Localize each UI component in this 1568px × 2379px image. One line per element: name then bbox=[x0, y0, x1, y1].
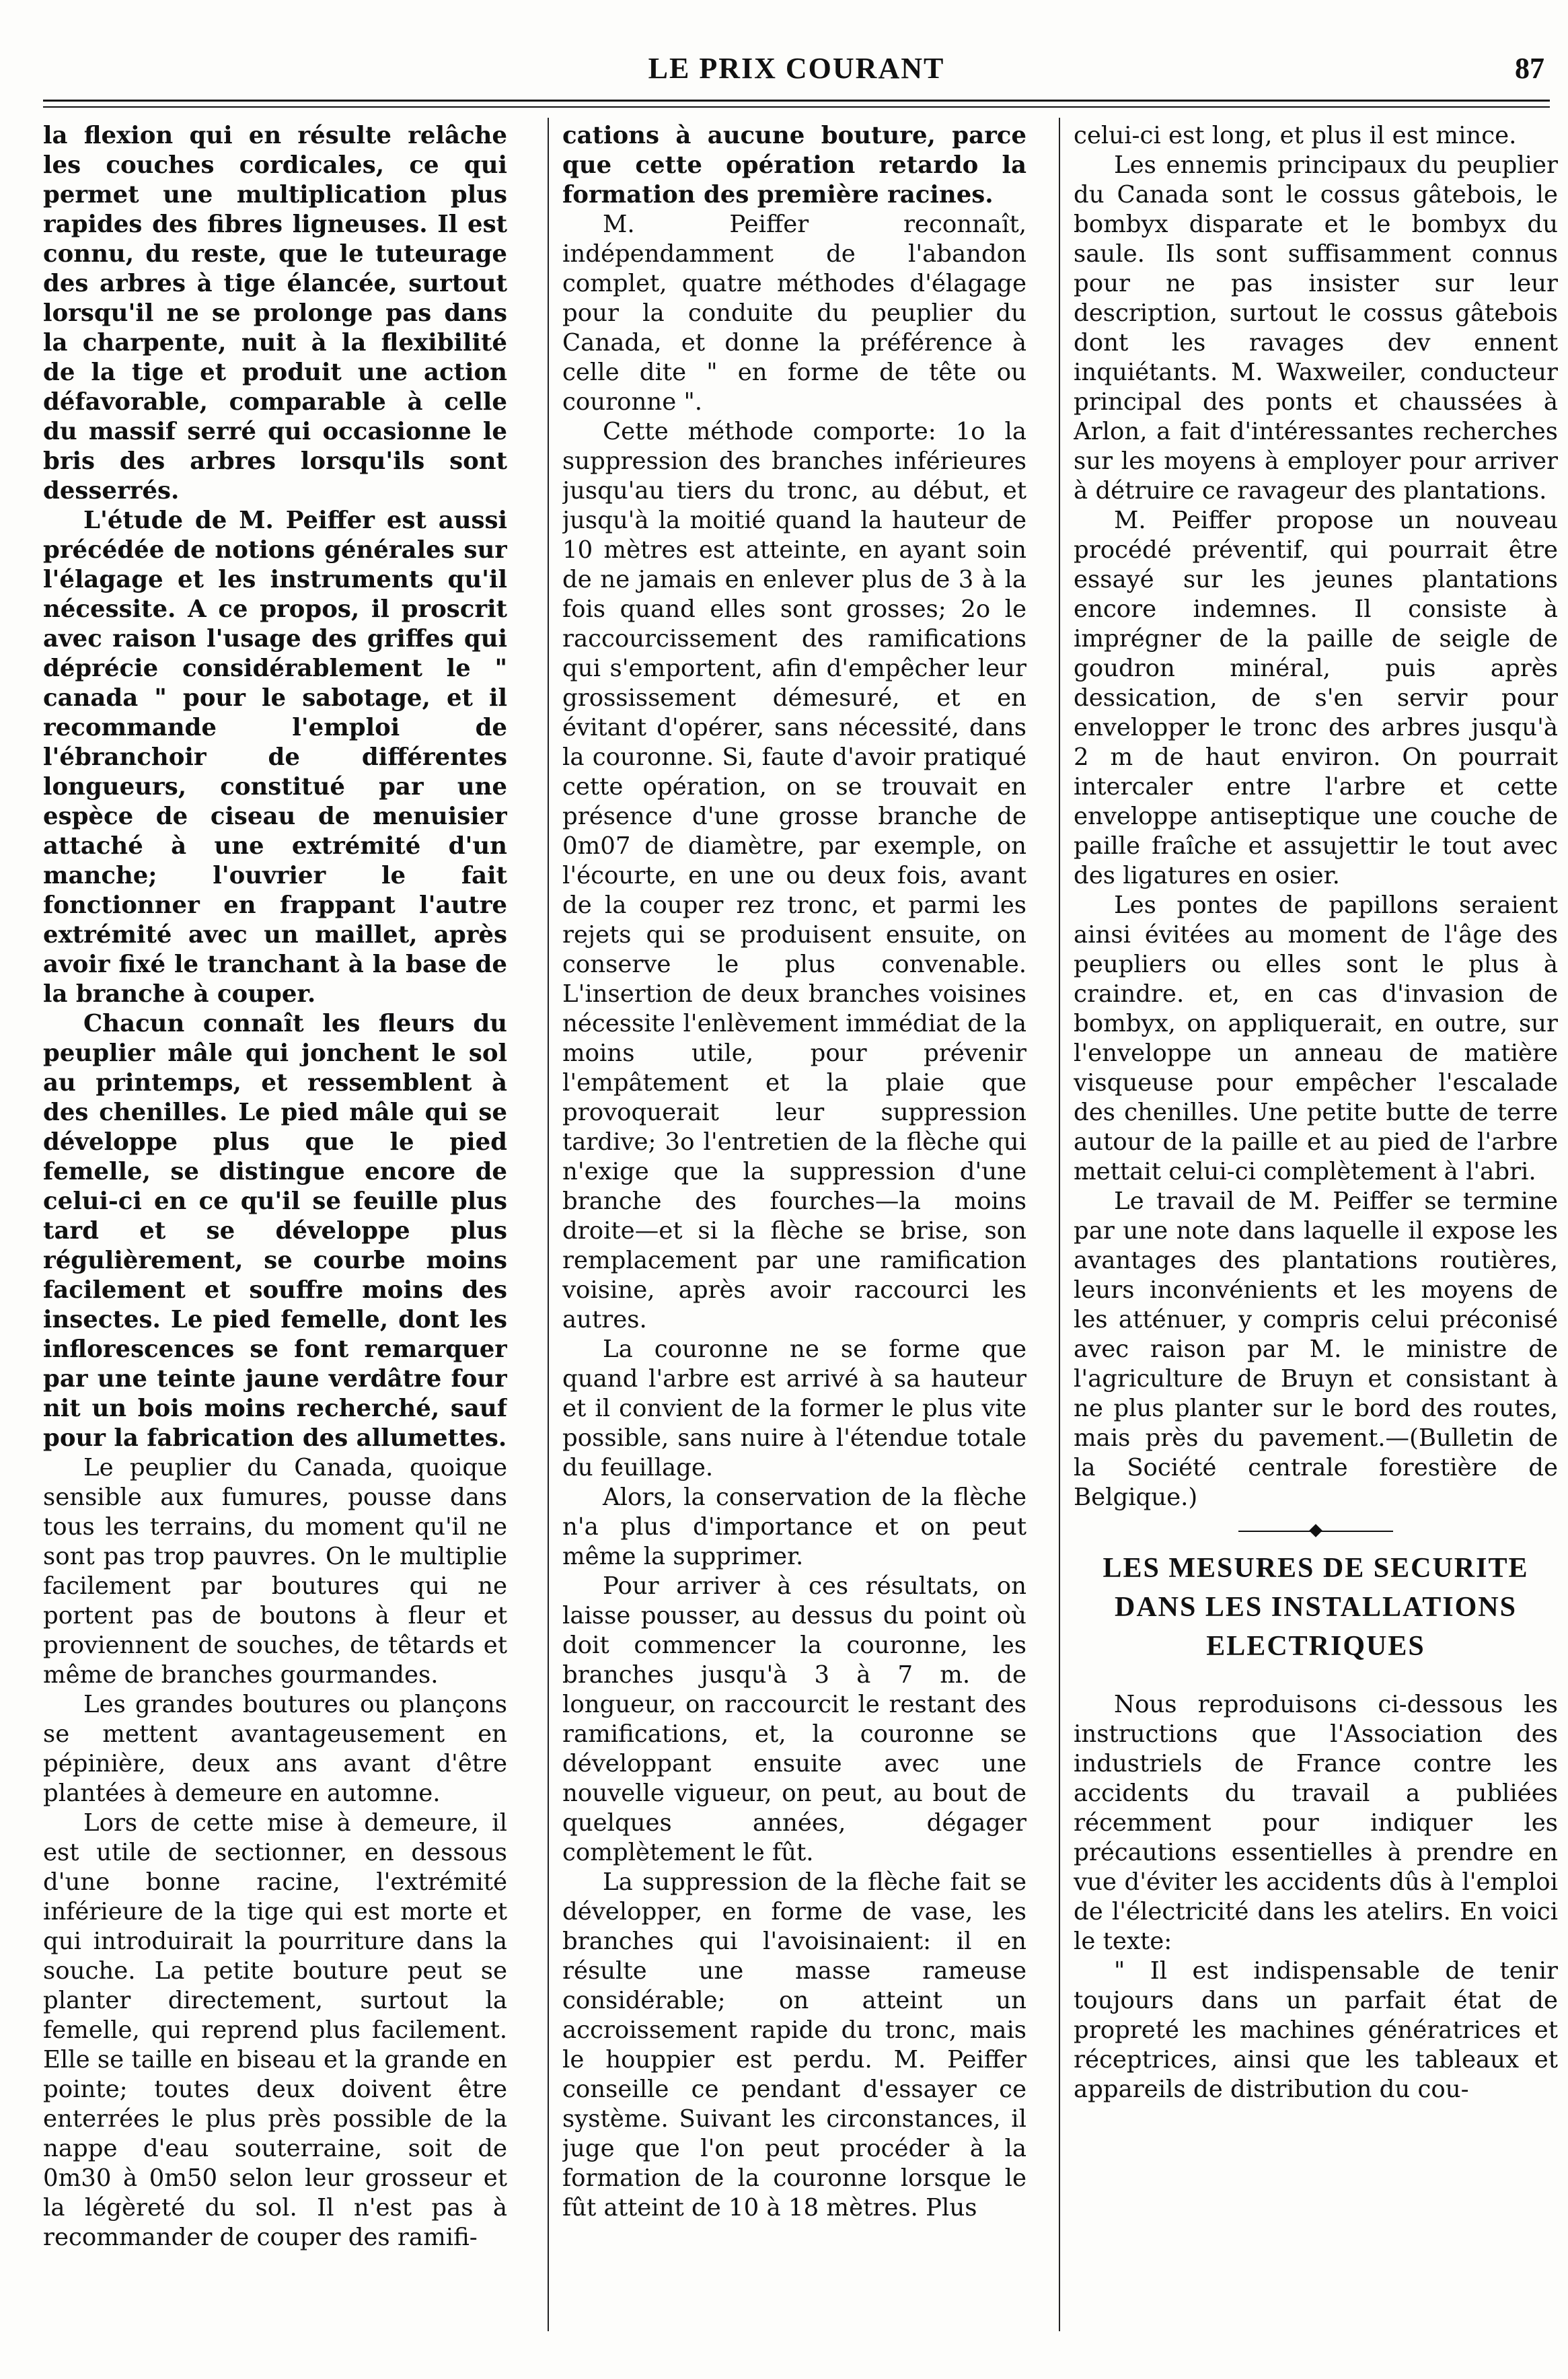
paragraph: Pour arriver à ces résultats, on laisse pousser, au dessus du point où doit commencer la couronne, les branches jusqu'à 3 à 7 m. de longueur, on raccourcit le restant des ramifications, et, la couronne se développant ensuite avec une nouvelle vigueur, on peut, au bout de quelques années, dégager complètement le fût. bbox=[562, 1572, 1026, 1866]
paragraph: Lors de cette mise à demeure, il est utile de sectionner, en dessous d'une bonne racine, l'extrémité inférieure de la tige qui est morte et qui introduirait la pourriture dans la souche. La petite bouture peut se planter directement, surtout la femelle, qui reprend plus facilement. Elle se taille en biseau et la grande en pointe; toutes deux doivent être enterrées le plus près possible de la nappe d'eau souterraine, soit de 0m30 à 0m50 selon leur grosseur et la légèreté du sol. Il n'est pas à recommander de couper des ramifi- bbox=[43, 1809, 507, 2251]
newspaper-title: LE PRIX COURANT bbox=[648, 52, 945, 85]
paragraph: Alors, la conservation de la flèche n'a plus d'importance et on peut même la supprimer. bbox=[562, 1484, 1026, 1570]
header-rule-secondary bbox=[43, 106, 1550, 108]
column-1 bbox=[43, 121, 507, 2341]
page-number: 87 bbox=[1515, 52, 1544, 85]
paragraph: M. Peiffer reconnaît, indépendamment de l'abandon complet, quatre méthodes d'élagage pour la conduite du peuplier du Canada, et donne la préférence à celle dite " en forme de tête ou couronne ". bbox=[562, 211, 1026, 416]
paragraph: Les ennemis principaux du peuplier du Canada sont le cossus gâtebois, le bombyx disparate et le bombyx du saule. Ils sont suffisamment connus pour ne pas insister sur leur description, surtout le cossus gâtebois dont les ravages dev ennent inquiétants. M. Waxweiler, conducteur principal des ponts et chaussées à Arlon, a fait d'intéressantes recherches sur les moyens à employer pour arriver à détruire ce ravageur des plantations. bbox=[1074, 151, 1558, 505]
paragraph: L'étude de M. Peiffer est aussi précédée de notions générales sur l'élagage et les instruments qu'il nécessite. A ce propos, il proscrit avec raison l'usage des griffes qui déprécie considérablement le " canada " pour le sabotage, et il recommande l'emploi de l'ébranchoir de différentes longueurs, constitué par une espèce de ciseau de menuisier attaché à une extrémité d'un manche; l'ouvrier le fait fonctionner en frappant l'autre extrémité avec un maillet, après avoir fixé le tranchant à la base de la branche à couper. bbox=[43, 507, 507, 1008]
paragraph: La couronne ne se forme que quand l'arbre est arrivé à sa hauteur et il convient de la former le plus vite possible, sans nuire à l'étendue totale du feuillage. bbox=[562, 1335, 1026, 1481]
header-rule bbox=[43, 100, 1550, 102]
paragraph: Le peuplier du Canada, quoique sensible aux fumures, pousse dans tous les terrains, du moment qu'il ne sont pas trop pauvres. On le multiplie facilement par boutures qui ne portent pas de boutons à fleur et proviennent de souches, de têtards et même de branches gourmandes. bbox=[43, 1454, 507, 1689]
paragraph: Cette méthode comporte: 1o la suppression des branches inférieures jusqu'au tiers du tronc, au début, et jusqu'à la moitié quand la hauteur de 10 mètres est atteinte, en ayant soin de ne jamais en enlever plus de 3 à la fois quand elles sont grosses; 2o le raccourcissement des ramifications qui s'emportent, afin d'empêcher leur grossissement démesuré, et en évitant d'opérer, sans nécessité, dans la couronne. Si, faute d'avoir pratiqué cette opération, on se trouvait en présence d'une grosse branche de 0m07 de diamètre, par exemple, on l'écourte, en une ou deux fois, avant de la couper rez tronc, et parmi les rejets qui se produisent ensuite, on conserve le plus convenable. L'insertion de deux branches voisines nécessite l'enlèvement immédiat de la moins utile, pour prévenir l'empâtement et la plaie que provoquerait leur suppression tardive; 3o l'entretien de la flèche qui n'exige que la suppression d'une branche des fourches—la moins droite—et si la flèche se brise, son remplacement par une ramification voisine, après avoir raccourci les autres. bbox=[562, 418, 1026, 1333]
separator-ornament bbox=[1309, 1524, 1322, 1537]
paragraph: Nous reproduisons ci-dessous les instructions que l'Association des industriels de France contre les accidents du travail a publiées récemment pour indiquer les précautions essentielles à prendre en vue d'éviter les accidents dûs à l'emploi de l'électricité dans les atelirs. En voici le texte: bbox=[1074, 1691, 1558, 1955]
paragraph: " Il est indispensable de tenir toujours dans un parfait état de propreté les machines génératrices et réceptrices, ainsi que les tableaux et appareils de distribution du cou- bbox=[1074, 1957, 1558, 2103]
paragraph: Le travail de M. Peiffer se termine par une note dans laquelle il expose les avantages des plantations routières, leurs inconvénients et les moyens de les atténuer, y compris celui préconisé avec raison par M. le ministre de l'agriculture de Bruyn et consistant à ne plus planter sur le bord des routes, mais près du pavement.—(Bulletin de la Société centrale forestière de Belgique.) bbox=[1074, 1187, 1558, 1511]
paragraph: Les pontes de papillons seraient ainsi évitées au moment de l'âge des peupliers ou elles sont le plus à craindre. et, en cas d'invasion de bombyx, on appliquerait, en outre, sur l'enveloppe un anneau de matière visqueuse pour empêcher l'escalade des chenilles. Une petite butte de terre autour de la paille et au pied de l'arbre mettait celui-ci complètement à l'abri. bbox=[1074, 891, 1558, 1185]
paragraph: cations à aucune bouture, parce que cette opération retardo la formation des première racines. bbox=[562, 122, 1026, 209]
column-3 bbox=[1074, 121, 1558, 2341]
paragraph: Les grandes boutures ou plançons se mettent avantageusement en pépinière, deux ans avant d'être plantées à demeure en automne. bbox=[43, 1691, 507, 1807]
paragraph: celui-ci est long, et plus il est mince. bbox=[1074, 122, 1517, 149]
page-header bbox=[43, 47, 1550, 94]
paragraph: Chacun connaît les fleurs du peuplier mâle qui jonchent le sol au printemps, et ressemblent à des chenilles. Le pied mâle qui se développe plus que le pied femelle, se distingue encore de celui-ci en ce qu'il se feuille plus tard et se développe plus régulièrement, se courbe moins facilement et souffre moins des insectes. Le pied femelle, dont les inflorescences se font remarquer par une teinte jaune verdâtre four nit un bois moins recherché, sauf pour la fabrication des allumettes. bbox=[43, 1010, 507, 1452]
article-headline: LES MESURES DE SECURITE DANS LES INSTALLATIONS ELECTRIQUES bbox=[1103, 1553, 1529, 1662]
column-divider bbox=[1059, 118, 1060, 2331]
column-2 bbox=[562, 121, 1026, 2341]
column-divider bbox=[548, 118, 549, 2331]
paragraph: La suppression de la flèche fait se développer, en forme de vase, les branches qui l'avoisinaient: il en résulte une masse rameuse considérable; on atteint un accroissement rapide du tronc, mais le houppier est perdu. M. Peiffer conseille ce pendant d'essayer ce système. Suivant les circonstances, il juge que l'on peut procéder à la formation de la couronne lorsque le fût atteint de 10 à 18 mètres. Plus bbox=[562, 1868, 1026, 2222]
paragraph: la flexion qui en résulte relâche les couches cordicales, ce qui permet une multiplication plus rapides des fibres ligneuses. Il est connu, du reste, que le tuteurage des arbres à tige élancée, surtout lorsqu'il ne se prolonge pas dans la charpente, nuit à la flexibilité de la tige et produit une action défavorable, comparable à celle du massif serré qui occasionne le bris des arbres lorsqu'ils sont desserrés. bbox=[43, 122, 507, 505]
section-separator bbox=[1238, 1526, 1393, 1537]
paragraph: M. Peiffer propose un nouveau procédé préventif, qui pourrait être essayé sur les jeunes plantations encore indemnes. Il consiste à imprégner de la paille de seigle de goudron minéral, puis après dessication, de s'en servir pour envelopper le tronc des arbres jusqu'à 2 m de haut environ. On pourrait intercaler entre l'arbre et cette enveloppe antiseptique une couche de paille fraîche et assujettir le tout avec des ligatures en osier. bbox=[1074, 507, 1558, 889]
